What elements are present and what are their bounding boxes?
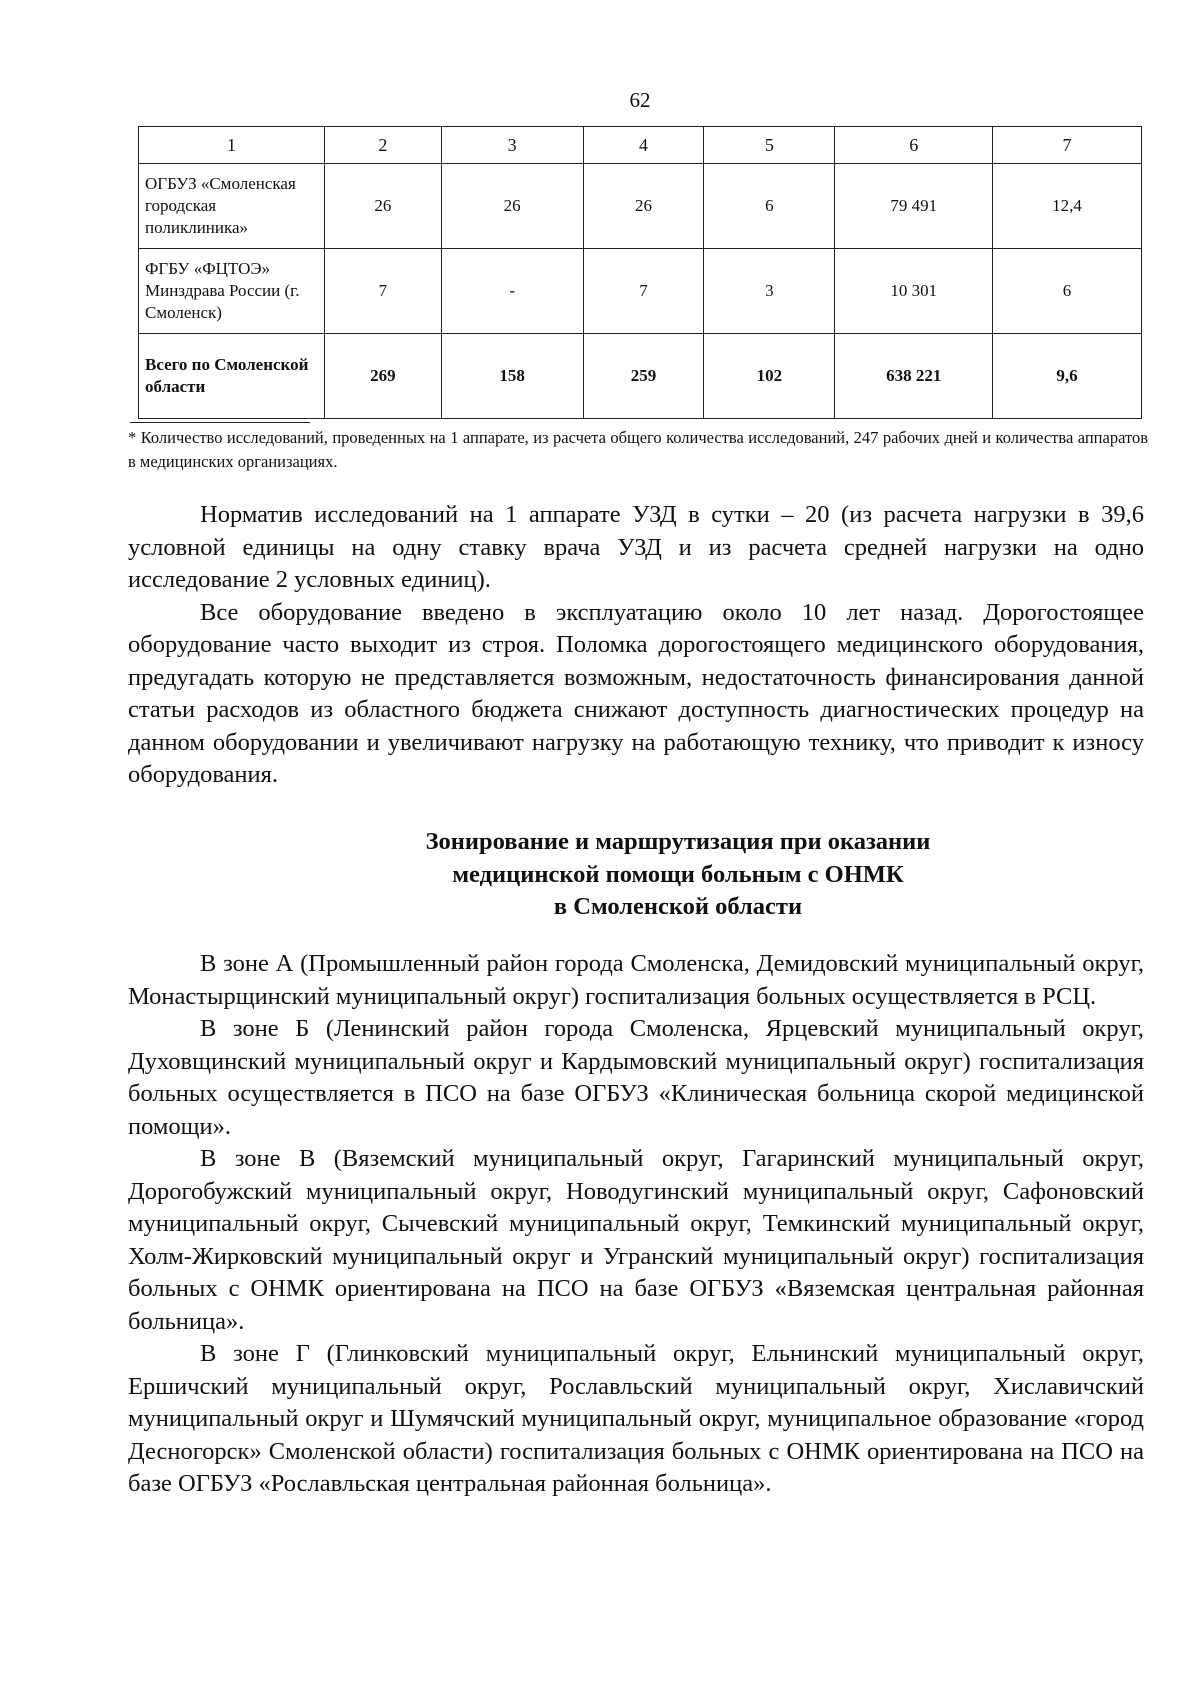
section-heading-line: Зонирование и маршрутизация при оказании [425, 828, 931, 855]
table-cell: 79 491 [835, 164, 993, 249]
paragraph: В зоне В (Вяземский муниципальный округ, Гагаринский муниципальный округ, Дорогобужский муниципальный округ, Новодугинский муниципальный округ, Сафоновский муниципальный округ, Сычевский муниципальный округ, Темкинский муниципальный округ, Холм-Жирковский муниципальный округ и Угранский муниципальный округ) госпитализация больных с ОНМК ориентирована на ПСО на базе ОГБУЗ «Вяземская центральная районная больница». [128, 1145, 1144, 1335]
body-text-after-heading [128, 948, 1144, 1501]
section-heading-line: в Смоленской области [553, 893, 803, 920]
table-row-name: ФГБУ «ФЦТОЭ» Минздрава России (г. Смоленск) [139, 249, 325, 334]
table-row [139, 164, 1142, 249]
table-cell: 26 [324, 164, 441, 249]
body-text-before-heading [128, 499, 1144, 792]
table-header-cell: 5 [704, 127, 835, 164]
footnote: * Количество исследований, проведенных на 1 аппарате, из расчета общего количества исследований, 247 рабочих дней и количества аппаратов в медицинских организациях. [128, 428, 1148, 471]
table-header-cell: 3 [441, 127, 583, 164]
table-cell: 638 221 [835, 334, 993, 419]
section-heading-line: медицинской помощи больным с ОНМК [452, 860, 904, 888]
page-number: 62 [629, 88, 651, 112]
table-cell: 3 [704, 249, 835, 334]
table-cell: 6 [993, 249, 1142, 334]
table-cell: 26 [583, 164, 704, 249]
table-total-row [139, 334, 1142, 419]
table-cell: 7 [583, 249, 704, 334]
table-cell: 269 [324, 334, 441, 419]
section-heading [128, 826, 1200, 924]
table-header-cell: 2 [324, 127, 441, 164]
paragraph: Норматив исследований на 1 аппарате УЗД в сутки – 20 (из расчета нагрузки в 39,6 условной единицы на одну ставку врача УЗД и из расчета средней нагрузки на одно исследование 2 условных единиц). [128, 501, 1144, 593]
data-table [138, 126, 1142, 419]
table-row-name: ОГБУЗ «Смоленская городская поликлиника» [139, 164, 325, 249]
table-cell: 7 [324, 249, 441, 334]
table-cell: 102 [704, 334, 835, 419]
table-header-cell: 1 [139, 127, 325, 164]
table-row-name: Всего по Смоленской области [139, 334, 325, 419]
table-header-cell: 6 [835, 127, 993, 164]
table-cell: 9,6 [993, 334, 1142, 419]
table-cell: 259 [583, 334, 704, 419]
footnote-divider [130, 422, 310, 423]
paragraph: Все оборудование введено в эксплуатацию около 10 лет назад. Дорогостоящее оборудование часто выходит из строя. Поломка дорогостоящего медицинского оборудования, предугадать которую не представляется возможным, недостаточность финансирования данной статьи расходов из областного бюджета снижают доступность диагностических процедур на данном оборудовании и увеличивают нагрузку на работающую технику, что приводит к износу оборудования. [128, 598, 1144, 788]
table-cell: 26 [441, 164, 583, 249]
table-header-cell: 7 [993, 127, 1142, 164]
table-cell: 6 [704, 164, 835, 249]
table-row [139, 249, 1142, 334]
paragraph: В зоне Б (Ленинский район города Смоленска, Ярцевский муниципальный округ, Духовщинский муниципальный округ и Кардымовский муниципальный округ) госпитализация больных осуществляется в ПСО на базе ОГБУЗ «Клиническая больница скорой медицинской помощи». [128, 1015, 1144, 1140]
table-cell: 10 301 [835, 249, 993, 334]
paragraph: В зоне Г (Глинковский муниципальный округ, Ельнинский муниципальный округ, Ершичский муниципальный округ, Рославльский муниципальный округ, Хиславичский муниципальный округ и Шумячский муниципальный округ, муниципальное образование «город Десногорск» Смоленской области) госпитализация больных с ОНМК ориентирована на ПСО на базе ОГБУЗ «Рославльская центральная районная больница». [128, 1340, 1144, 1497]
table-cell: 12,4 [993, 164, 1142, 249]
paragraph: В зоне А (Промышленный район города Смоленска, Демидовский муниципальный округ, Монастырщинский муниципальный округ) госпитализация больных осуществляется в РСЦ. [128, 950, 1144, 1010]
table-header-cell: 4 [583, 127, 704, 164]
table-cell: 158 [441, 334, 583, 419]
table-cell: - [441, 249, 583, 334]
table-header-row [139, 127, 1142, 164]
